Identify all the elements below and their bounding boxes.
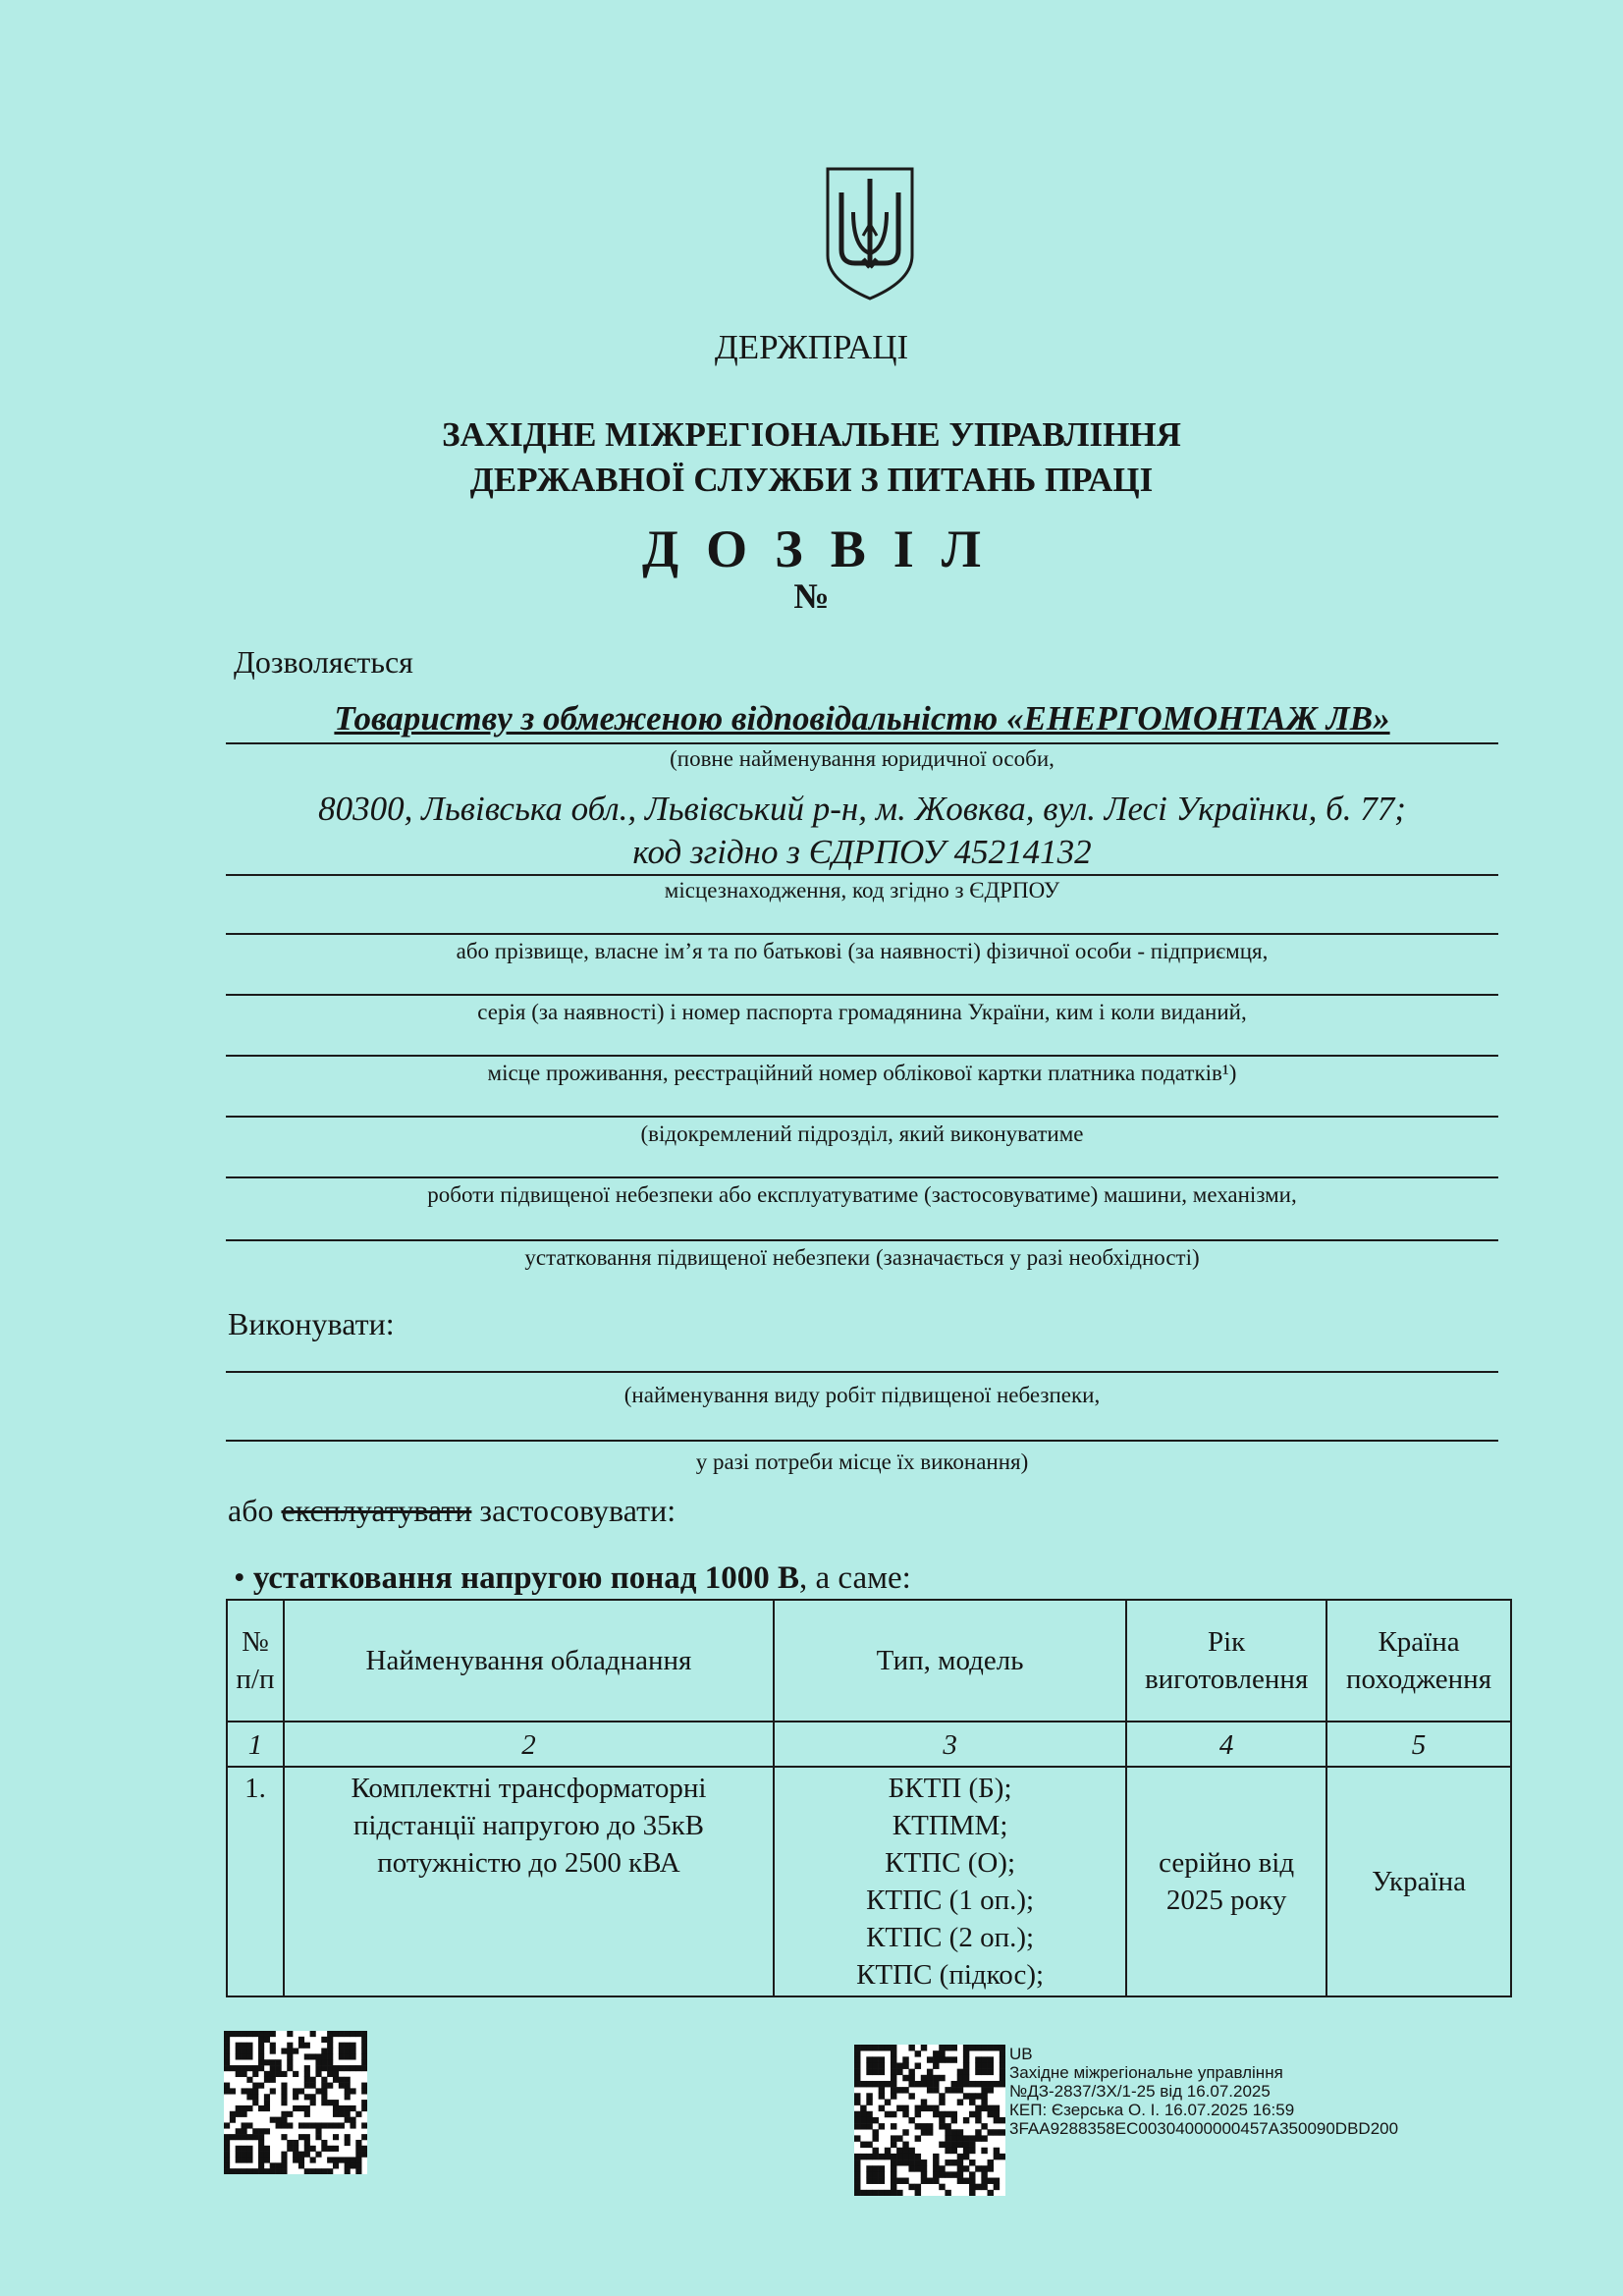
- entity-address-line-2: код згідно з ЄДРПОУ 45214132: [632, 833, 1092, 871]
- apply-instruction: [228, 1493, 676, 1529]
- equipment-heading: [234, 1560, 911, 1597]
- caption-work-place: у разі потреби місце їх виконання): [695, 1449, 1029, 1474]
- row-equipment-name: Комплектні трансформаторні підстанції напругою до 35кВ потужністю до 2500 кВА: [284, 1767, 774, 1996]
- row-number: 1.: [227, 1767, 284, 1996]
- work-place-line: [226, 1440, 1498, 1442]
- row-year: серійно від 2025 року: [1126, 1767, 1326, 1996]
- department-line-1: ЗАХІДНЕ МІЖРЕГІОНАЛЬНЕ УПРАВЛІННЯ: [442, 415, 1181, 454]
- model-item: КТПС (О);: [885, 1847, 1016, 1879]
- apply-word: застосовувати:: [479, 1493, 676, 1528]
- caption-work-type: (найменування виду робіт підвищеної небезпеки,: [623, 1383, 1101, 1407]
- index-cell: 2: [284, 1722, 774, 1767]
- work-type-line: [226, 1371, 1498, 1373]
- signature-line-4: КЕП: Єзерська О. І. 16.07.2025 16:59: [1009, 2101, 1295, 2119]
- header-country: Країна походження: [1326, 1600, 1511, 1722]
- row-models: [774, 1767, 1126, 1996]
- table-row: [227, 1767, 1511, 1996]
- entity-address-line-1: 80300, Львівська обл., Львівський р-н, м. Жовква, вул. Лесі Українки, б. 77;: [318, 790, 1406, 828]
- address-line: [226, 874, 1498, 876]
- bullet-mark: •: [234, 1560, 245, 1596]
- index-cell: 3: [774, 1722, 1126, 1767]
- table-index-row: [227, 1722, 1511, 1767]
- model-item: КТПС (підкос);: [856, 1959, 1045, 1991]
- caption-residence: місце проживання, реєстраційний номер облікової картки платника податків¹): [487, 1061, 1237, 1085]
- header-model: Тип, модель: [774, 1600, 1126, 1722]
- header-number: № п/п: [227, 1600, 284, 1722]
- qr-code-left: [224, 2031, 367, 2174]
- qr-code-signature: [854, 2045, 1005, 2196]
- grant-label: Дозволяється: [234, 644, 413, 680]
- caption-equipment: устатковання підвищеної небезпеки (зазначається у разі необхідності): [524, 1245, 1200, 1270]
- index-cell: 5: [1326, 1722, 1511, 1767]
- caption-works: роботи підвищеної небезпеки або експлуатуватиме (застосовуватиме) машини, механізми,: [427, 1182, 1297, 1207]
- document-number-sign: №: [793, 576, 830, 616]
- model-item: КТПС (1 оп.);: [866, 1885, 1035, 1916]
- signature-line-5: 3FAA9288358EC00304000000457A350090DBD200: [1009, 2119, 1399, 2138]
- struck-operate-word: експлуатувати: [281, 1493, 472, 1528]
- agency-name: ДЕРЖПРАЦІ: [714, 328, 909, 366]
- entity-name: Товариству з обмеженою відповідальністю «ЕНЕРГОМОНТАЖ ЛВ»: [334, 699, 1390, 738]
- header-year: Рік виготовлення: [1126, 1600, 1326, 1722]
- table-header-row: [227, 1600, 1511, 1722]
- perform-label: Виконувати:: [228, 1306, 395, 1341]
- equipment-line: [226, 1239, 1498, 1241]
- signature-line-3: №ДЗ-2837/ЗХ/1-25 від 16.07.2025: [1009, 2082, 1271, 2101]
- department-name: [0, 412, 1623, 503]
- equipment-table: [226, 1599, 1512, 1997]
- caption-division: (відокремлений підрозділ, який виконуватиме: [640, 1121, 1084, 1146]
- signature-line-2: Західне міжрегіональне управління: [1009, 2063, 1283, 2082]
- person-line: [226, 933, 1498, 935]
- model-item: КТПС (2 оп.);: [866, 1922, 1035, 1953]
- residence-line: [226, 1055, 1498, 1057]
- index-cell: 1: [227, 1722, 284, 1767]
- division-line: [226, 1116, 1498, 1118]
- department-line-2: ДЕРЖАВНОЇ СЛУЖБИ З ПИТАНЬ ПРАЦІ: [469, 461, 1154, 499]
- row-country: Україна: [1326, 1767, 1511, 1996]
- works-line: [226, 1176, 1498, 1178]
- equipment-heading-bold: устатковання напругою понад 1000 В: [252, 1560, 799, 1596]
- header-name: Найменування обладнання: [284, 1600, 774, 1722]
- document-title: ДОЗВІЛ: [642, 519, 1008, 578]
- coat-of-arms-emblem: [824, 165, 916, 302]
- passport-line: [226, 994, 1498, 996]
- index-cell: 4: [1126, 1722, 1326, 1767]
- entity-name-line: [226, 742, 1498, 744]
- or-word: або: [228, 1493, 274, 1528]
- signature-line-1: UB: [1009, 2045, 1033, 2063]
- caption-passport: серія (за наявності) і номер паспорта громадянина України, ким і коли виданий,: [477, 1000, 1247, 1024]
- model-item: КТПММ;: [892, 1810, 1008, 1841]
- caption-entity-name: (повне найменування юридичної особи,: [670, 746, 1055, 771]
- model-item: БКТП (Б);: [888, 1773, 1012, 1804]
- caption-person: або прізвище, власне ім’я та по батькові (за наявності) фізичної особи - підприємця,: [456, 939, 1269, 963]
- equipment-heading-rest: , а саме:: [799, 1560, 911, 1596]
- caption-address: місцезнаходження, код згідно з ЄДРПОУ: [664, 878, 1060, 902]
- electronic-signature-stamp: [1009, 2045, 1398, 2138]
